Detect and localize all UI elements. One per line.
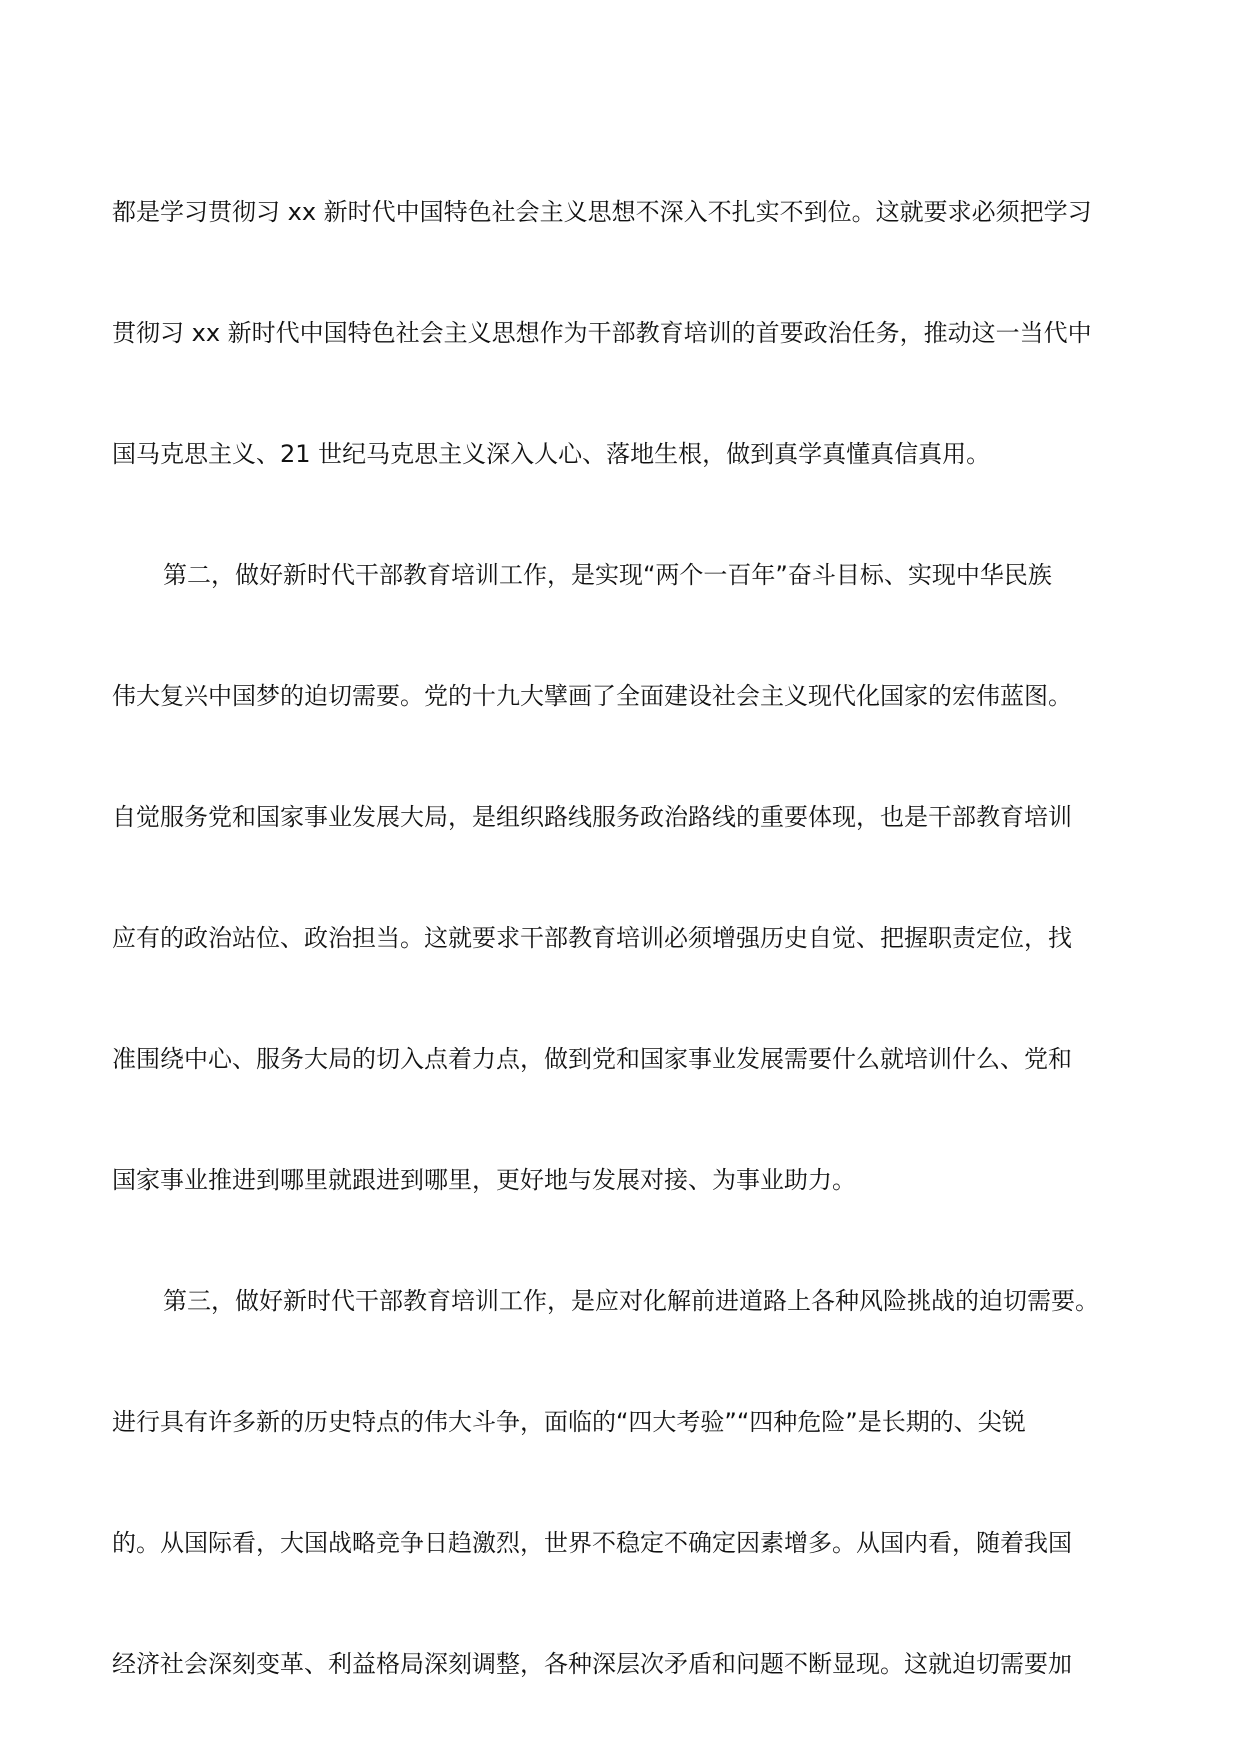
text-line: 都是学习贯彻习 xx 新时代中国特色社会主义思想不深入不扎实不到位。这就要求必须把学习: [112, 198, 1092, 226]
text-line: 国家事业推进到哪里就跟进到哪里，更好地与发展对接、为事业助力。: [112, 1166, 856, 1194]
text-line: 伟大复兴中国梦的迫切需要。党的十九大擘画了全面建设社会主义现代化国家的宏伟蓝图。: [112, 682, 1072, 710]
text-line: 的。从国际看，大国战略竞争日趋激烈，世界不稳定不确定因素增多。从国内看，随着我国: [112, 1529, 1072, 1557]
document-body: [112, 152, 1142, 1725]
text-line: 经济社会深刻变革、利益格局深刻调整，各种深层次矛盾和问题不断显现。这就迫切需要加: [112, 1650, 1072, 1678]
text-line: 应有的政治站位、政治担当。这就要求干部教育培训必须增强历史自觉、把握职责定位，找: [112, 924, 1072, 952]
paragraph-start-line: 第二，做好新时代干部教育培训工作，是实现“两个一百年”奋斗目标、实现中华民族: [163, 561, 1052, 589]
text-line: 国马克思主义、21 世纪马克思主义深入人心、落地生根，做到真学真懂真信真用。: [112, 440, 991, 468]
text-line: 准围绕中心、服务大局的切入点着力点，做到党和国家事业发展需要什么就培训什么、党和: [112, 1045, 1072, 1073]
text-line: 自觉服务党和国家事业发展大局，是组织路线服务政治路线的重要体现，也是干部教育培训: [112, 803, 1072, 831]
paragraph-start-line: 第三，做好新时代干部教育培训工作，是应对化解前进道路上各种风险挑战的迫切需要。: [163, 1287, 1099, 1315]
text-line: 进行具有许多新的历史特点的伟大斗争，面临的“四大考验”“四种危险”是长期的、尖锐: [112, 1408, 1026, 1436]
text-line: 贯彻习 xx 新时代中国特色社会主义思想作为干部教育培训的首要政治任务，推动这一当代中: [112, 319, 1092, 347]
